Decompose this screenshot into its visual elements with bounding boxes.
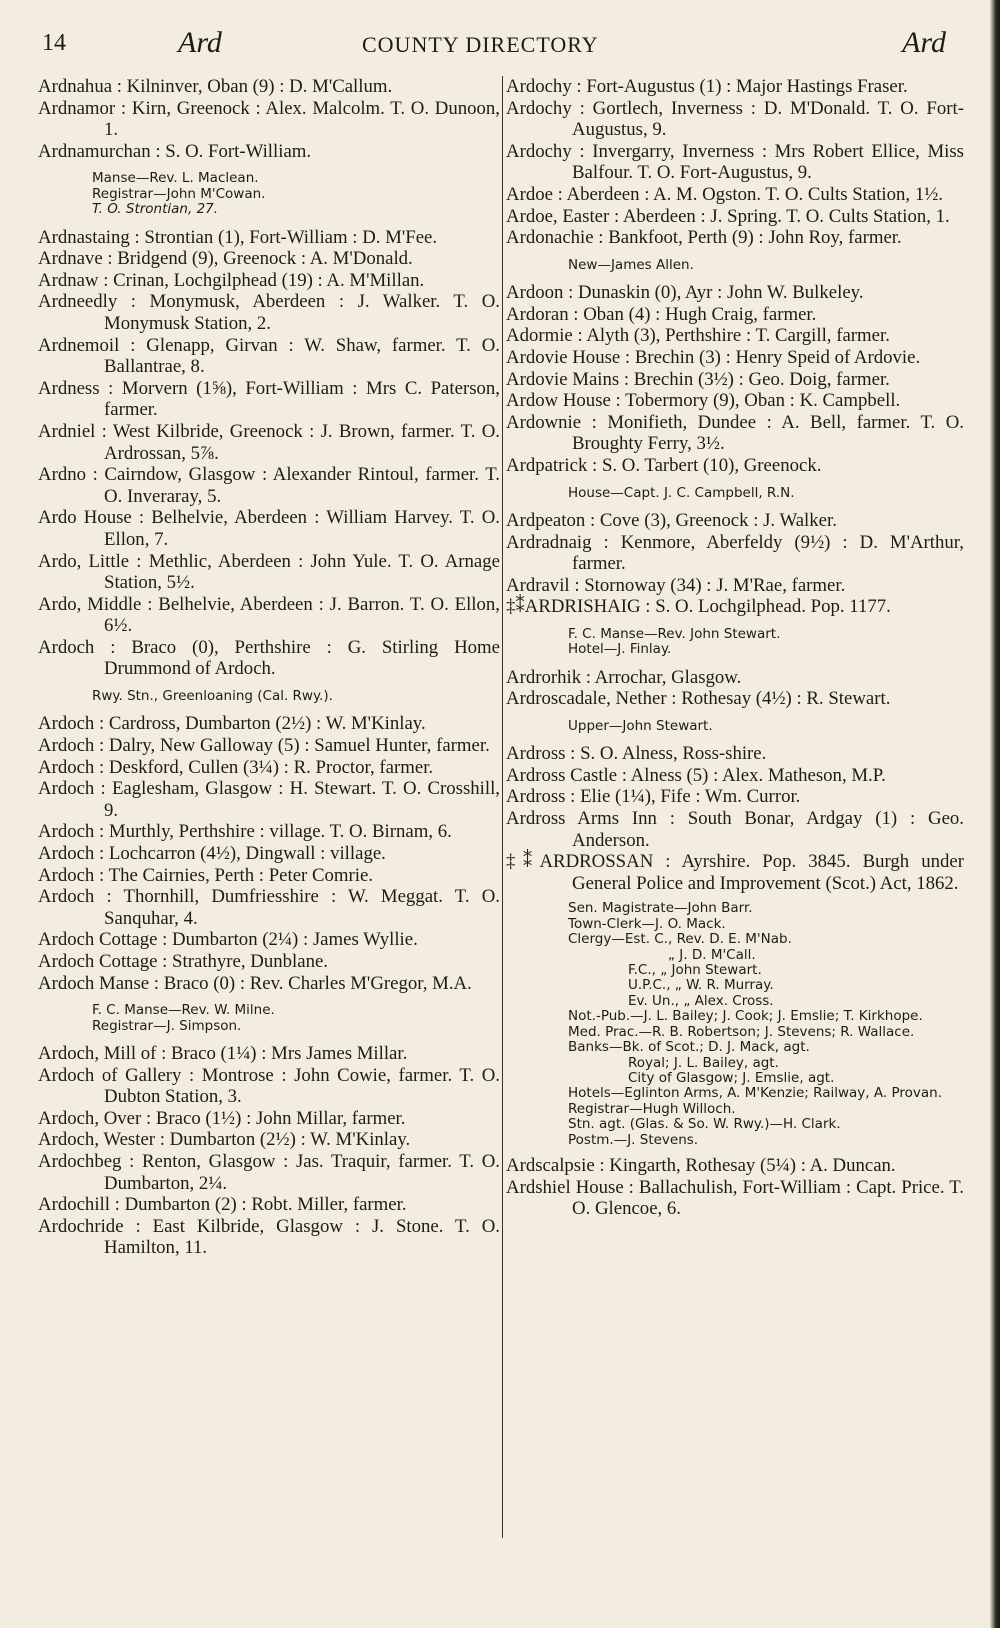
sub-entry: Registrar—John M'Cowan.: [92, 185, 266, 202]
column-divider: [502, 76, 503, 1538]
entry: Ardoch : Dalry, New Galloway (5) : Samuel Hunter, farmer.: [38, 735, 490, 757]
entry: Ardochill : Dumbarton (2) : Robt. Miller, farmer.: [38, 1194, 407, 1216]
sub-entry: F. C. Manse—Rev. W. Milne.: [92, 1002, 275, 1019]
entry: Ardoran : Oban (4) : Hugh Craig, farmer.: [506, 303, 817, 325]
sub-entry-block: [506, 901, 964, 1148]
entry: Ardneedly : Monymusk, Aberdeen : J. Walker. T. O. Monymusk Station, 2.: [38, 291, 500, 334]
entry: Ardoch, Wester : Dumbarton (2½) : W. M'Kinlay.: [38, 1129, 411, 1151]
entry: Ardross Castle : Alness (5) : Alex. Matheson, M.P.: [506, 764, 886, 786]
entry: Ardonachie : Bankfoot, Perth (9) : John Roy, farmer.: [506, 227, 902, 249]
entry: Ardoch : The Cairnies, Perth : Peter Comrie.: [38, 864, 374, 886]
entry: Ardnaw : Crinan, Lochgilphead (19) : A. M'Millan.: [38, 269, 425, 291]
sub-entry-block: [506, 258, 964, 273]
sub-entry: Rwy. Stn., Greenloaning (Cal. Rwy.).: [92, 688, 333, 705]
page-edge: [990, 0, 1000, 1628]
sub-entry: Hotel—J. Finlay.: [568, 641, 672, 658]
header-left-word: Ard: [178, 26, 222, 59]
entry: Ardo, Middle : Belhelvie, Aberdeen : J. Barron. T. O. Ellon, 6½.: [38, 593, 500, 637]
entry: Ardno : Cairndow, Glasgow : Alexander Rintoul, farmer. T. O. Inveraray, 5.: [38, 464, 500, 507]
entry: Ardovie House : Brechin (3) : Henry Speid of Ardovie.: [506, 346, 921, 368]
entry: Ardochy : Gortlech, Inverness : D. M'Donald. T. O. Fort-Augustus, 9.: [506, 97, 964, 141]
sub-entry-block: [506, 719, 964, 734]
sub-entry-block: [506, 486, 964, 501]
entry: Ardoch : Deskford, Cullen (3¼) : R. Proctor, farmer.: [38, 756, 434, 778]
entry: Adormie : Alyth (3), Perthshire : T. Cargill, farmer.: [506, 325, 890, 347]
sub-entry: Stn. agt. (Glas. & So. W. Rwy.)—H. Clark.: [568, 1116, 841, 1133]
entry: Ardoch : Braco (0), Perthshire : G. Stirling Home Drummond of Ardoch.: [38, 636, 500, 680]
entry: Ardochy : Invergarry, Inverness : Mrs Robert Ellice, Miss Balfour. T. O. Fort-Augustus, 9.: [506, 140, 964, 184]
header-right-word: Ard: [902, 26, 946, 59]
sub-entry: New—James Allen.: [568, 256, 694, 273]
entry: Ardoch : Murthly, Perthshire : village. T. O. Birnam, 6.: [38, 821, 452, 843]
page-title: COUNTY DIRECTORY: [362, 32, 599, 57]
entry: Ardownie : Monifieth, Dundee : A. Bell, farmer. T. O. Broughty Ferry, 3½.: [506, 411, 964, 455]
sub-entry: Sen. Magistrate—John Barr.: [568, 900, 753, 917]
sub-entry: Royal; J. L. Bailey, agt.: [628, 1054, 779, 1071]
entry: Ardoon : Dunaskin (0), Ayr : John W. Bulkeley.: [506, 282, 864, 304]
entry: Ardnemoil : Glenapp, Girvan : W. Shaw, farmer. T. O. Ballantrae, 8.: [38, 334, 500, 378]
entry: Ardoch, Mill of : Braco (1¼) : Mrs James Millar.: [38, 1043, 408, 1064]
entry: Ardoe, Easter : Aberdeen : J. Spring. T. O. Cults Station, 1.: [506, 205, 950, 227]
entry: Ardoch : Cardross, Dumbarton (2½) : W. M'Kinlay.: [38, 713, 426, 735]
entry: ‡⁑ARDRISHAIG : S. O. Lochgilphead. Pop. 1177.: [506, 596, 891, 618]
entry: Ardoch, Over : Braco (1½) : John Millar, farmer.: [38, 1107, 406, 1129]
entry: Ardness : Morvern (1⅝), Fort-William : Mrs C. Paterson, farmer.: [38, 377, 500, 421]
entry: Ardoch : Thornhill, Dumfriesshire : W. Meggat. T. O. Sanquhar, 4.: [38, 886, 500, 929]
entry: Ardpeaton : Cove (3), Greenock : J. Walker.: [506, 509, 837, 531]
entry: ‡⁑ARDROSSAN : Ayrshire. Pop. 3845. Burgh under General Police and Improvement (Scot.) Act, 1862.: [506, 851, 964, 894]
entry: Ardross : S. O. Alness, Ross-shire.: [506, 743, 767, 765]
sub-entry-block: [38, 689, 500, 704]
entry: Ardradnaig : Kenmore, Aberfeldy (9½) : D. M'Arthur, farmer.: [506, 531, 964, 575]
sub-entry-block: [506, 627, 964, 658]
entry: Ardpatrick : S. O. Tarbert (10), Greenock.: [506, 454, 822, 476]
page-header: [40, 26, 976, 66]
entry: Ardscalpsie : Kingarth, Rothesay (5¼) : A. Duncan.: [506, 1154, 896, 1176]
sub-entry: Ev. Un., „ Alex. Cross.: [628, 992, 774, 1009]
entry: Ardoe : Aberdeen : A. M. Ogston. T. O. Cults Station, 1½.: [506, 183, 943, 205]
sub-entry: Banks—Bk. of Scot.; D. J. Mack, agt.: [568, 1039, 810, 1056]
entry: Ardow House : Tobermory (9), Oban : K. Campbell.: [506, 390, 901, 412]
sub-entry: City of Glasgow; J. Emslie, agt.: [628, 1069, 835, 1086]
sub-entry: T. O. Strontian, 27.: [92, 201, 219, 218]
entry: Ardniel : West Kilbride, Greenock : J. Brown, farmer. T. O. Ardrossan, 5⅞.: [38, 420, 500, 464]
entry: Ardochy : Fort-Augustus (1) : Major Hastings Fraser.: [506, 76, 908, 97]
entry: Ardo, Little : Methlic, Aberdeen : John Yule. T. O. Arnage Station, 5½.: [38, 550, 500, 594]
entry: Ardoch : Eaglesham, Glasgow : H. Stewart. T. O. Crosshill, 9.: [38, 778, 500, 821]
sub-entry: Town-Clerk—J. O. Mack.: [568, 915, 726, 932]
entry: Ardross Arms Inn : South Bonar, Ardgay (1) : Geo. Anderson.: [506, 808, 964, 851]
entry: Ardrorhik : Arrochar, Glasgow.: [506, 666, 742, 688]
entry: Ardochbeg : Renton, Glasgow : Jas. Traquir, farmer. T. O. Dumbarton, 2¼.: [38, 1150, 500, 1194]
entry: Ardoch Manse : Braco (0) : Rev. Charles M'Gregor, M.A.: [38, 972, 472, 994]
sub-entry: F.C., „ John Stewart.: [628, 962, 762, 979]
entry: Ardo House : Belhelvie, Aberdeen : William Harvey. T. O. Ellon, 7.: [38, 507, 500, 550]
sub-entry: F. C. Manse—Rev. John Stewart.: [568, 625, 781, 642]
sub-entry: Med. Prac.—R. B. Robertson; J. Stevens; R. Wallace.: [568, 1023, 915, 1040]
sub-entry: Not.-Pub.—J. L. Bailey; J. Cook; J. Emslie; T. Kirkhope.: [568, 1008, 923, 1025]
left-column: [38, 76, 500, 1259]
page-number: 14: [42, 30, 66, 56]
entry: Ardoch Cottage : Strathyre, Dunblane.: [38, 951, 328, 972]
sub-entry-block: [38, 1003, 500, 1034]
sub-entry: „ J. D. M'Call.: [668, 946, 756, 963]
entry: Ardochride : East Kilbride, Glasgow : J. Stone. T. O. Hamilton, 11.: [38, 1215, 500, 1259]
sub-entry: Postm.—J. Stevens.: [568, 1131, 699, 1148]
sub-entry: House—Capt. J. C. Campbell, R.N.: [568, 484, 795, 501]
entry: Ardnamurchan : S. O. Fort-William.: [38, 140, 312, 162]
entry: Ardoch : Lochcarron (4½), Dingwall : village.: [38, 843, 386, 865]
entry: Ardshiel House : Ballachulish, Fort-William : Capt. Price. T. O. Glencoe, 6.: [506, 1176, 964, 1220]
entry: Ardravil : Stornoway (34) : J. M'Rae, farmer.: [506, 574, 846, 596]
right-column: [506, 76, 964, 1220]
entry: Ardnahua : Kilninver, Oban (9) : D. M'Callum.: [38, 76, 393, 97]
sub-entry: Upper—John Stewart.: [568, 717, 713, 734]
sub-entry: U.P.C., „ W. R. Murray.: [628, 977, 774, 994]
entry: Ardoch Cottage : Dumbarton (2¼) : James Wyllie.: [38, 929, 418, 951]
sub-entry: Hotels—Eglinton Arms, A. M'Kenzie; Railway, A. Provan.: [568, 1085, 942, 1102]
entry: Ardovie Mains : Brechin (3½) : Geo. Doig, farmer.: [506, 368, 890, 390]
sub-entry: Registrar—Hugh Willoch.: [568, 1100, 736, 1117]
sub-entry: Clergy—Est. C., Rev. D. E. M'Nab.: [568, 931, 792, 948]
entry: Ardroscadale, Nether : Rothesay (4½) : R. Stewart.: [506, 688, 891, 710]
entry: Ardnave : Bridgend (9), Greenock : A. M'Donald.: [38, 248, 413, 270]
entry: Ardoch of Gallery : Montrose : John Cowie, farmer. T. O. Dubton Station, 3.: [38, 1064, 500, 1108]
entry: Ardnastaing : Strontian (1), Fort-William : D. M'Fee.: [38, 226, 438, 248]
entry: Ardross : Elie (1¼), Fife : Wm. Curror.: [506, 786, 801, 808]
entry: Ardnamor : Kirn, Greenock : Alex. Malcolm. T. O. Dunoon, 1.: [38, 97, 500, 141]
sub-entry-block: [38, 171, 500, 217]
sub-entry: Registrar—J. Simpson.: [92, 1017, 242, 1034]
sub-entry: Manse—Rev. L. Maclean.: [92, 170, 259, 187]
